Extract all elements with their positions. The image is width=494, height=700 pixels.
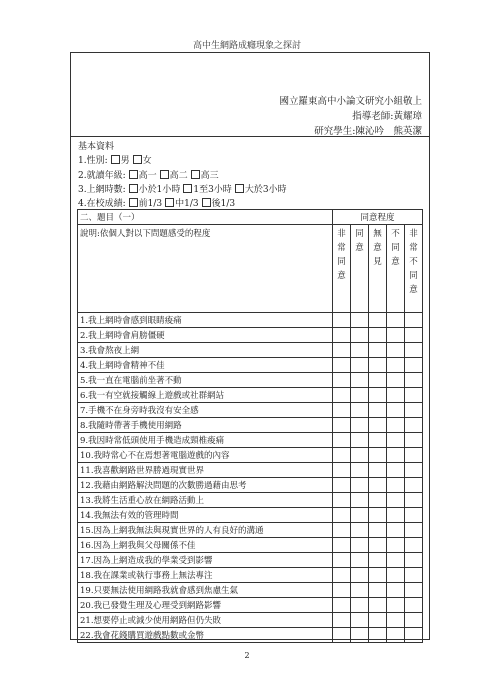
answer-cell[interactable] <box>333 403 351 418</box>
answer-cell[interactable] <box>369 403 387 418</box>
gender-label: 1.性別: <box>78 156 108 166</box>
column-header-row <box>78 225 423 313</box>
answer-cell[interactable] <box>387 478 405 493</box>
checkbox-grade-1[interactable] <box>129 170 138 179</box>
answer-cell[interactable] <box>369 313 387 328</box>
answer-cell[interactable] <box>387 418 405 433</box>
answer-cell[interactable] <box>387 628 405 643</box>
answer-cell[interactable] <box>369 478 387 493</box>
answer-cell[interactable] <box>405 538 423 553</box>
gender-row <box>78 153 152 166</box>
answer-cell[interactable] <box>387 568 405 583</box>
checkbox-male[interactable] <box>111 155 120 164</box>
answer-cell[interactable] <box>405 433 423 448</box>
answer-cell[interactable] <box>387 508 405 523</box>
answer-cell[interactable] <box>333 313 351 328</box>
answer-cell[interactable] <box>369 328 387 343</box>
answer-cell[interactable] <box>405 568 423 583</box>
answer-cell[interactable] <box>351 583 369 598</box>
question-text: 4.我上網時會精神不佳 <box>78 358 333 373</box>
checkbox-hours-1[interactable] <box>129 184 138 193</box>
agreement-header: 同意程度 <box>333 210 423 225</box>
hours-option-3: 大於3小時 <box>244 185 287 195</box>
answer-cell[interactable] <box>369 493 387 508</box>
section-title: 二、題目（一） <box>78 210 333 225</box>
answer-cell[interactable] <box>405 313 423 328</box>
table-row <box>78 493 423 508</box>
table-row <box>78 433 423 448</box>
question-text: 10.我時常心不在焉想著電腦遊戲的內容 <box>78 448 333 463</box>
answer-cell[interactable] <box>333 628 351 643</box>
answer-cell[interactable] <box>369 388 387 403</box>
answer-cell[interactable] <box>333 508 351 523</box>
answer-cell[interactable] <box>333 373 351 388</box>
answer-cell[interactable] <box>369 448 387 463</box>
hours-option-1: 小於1小時 <box>138 185 181 195</box>
checkbox-rank-1[interactable] <box>129 198 138 207</box>
table-row <box>78 478 423 493</box>
question-text: 6.我一有空就接觸線上遊戲或社群網站 <box>78 388 333 403</box>
answer-cell[interactable] <box>405 328 423 343</box>
table-row <box>78 553 423 568</box>
table-row <box>78 343 423 358</box>
table-row <box>78 613 423 628</box>
answer-cell[interactable] <box>351 343 369 358</box>
checkbox-grade-3[interactable] <box>191 170 200 179</box>
answer-cell[interactable] <box>369 508 387 523</box>
school-line: 國立羅東高中小論文研究小組敬上 <box>279 96 422 107</box>
answer-cell[interactable] <box>351 463 369 478</box>
answer-cell[interactable] <box>387 433 405 448</box>
checkbox-rank-3[interactable] <box>202 198 211 207</box>
page-number: 2 <box>244 651 250 660</box>
rank-label: 4.在校成績: <box>78 199 126 209</box>
hours-option-2: 1至3小時 <box>193 185 232 195</box>
questionnaire-table <box>77 209 423 643</box>
answer-cell[interactable] <box>387 388 405 403</box>
answer-cell[interactable] <box>405 478 423 493</box>
grade-option-2: 高二 <box>169 171 188 181</box>
answer-cell[interactable] <box>387 403 405 418</box>
instruction-text: 說明:依個人對以下問題感受的程度 <box>78 225 333 313</box>
answer-cell[interactable] <box>333 328 351 343</box>
answer-cell[interactable] <box>369 538 387 553</box>
question-text: 11.我喜歡網路世界勝過現實世界 <box>78 463 333 478</box>
answer-cell[interactable] <box>387 373 405 388</box>
table-row <box>78 598 423 613</box>
answer-cell[interactable] <box>387 538 405 553</box>
answer-cell[interactable] <box>405 553 423 568</box>
table-row <box>78 583 423 598</box>
answer-cell[interactable] <box>351 568 369 583</box>
students-line: 研究學生:陳沁吟 熊英潔 <box>314 126 422 137</box>
question-text: 3.我會熬夜上網 <box>78 343 333 358</box>
answer-cell[interactable] <box>351 508 369 523</box>
answer-cell[interactable] <box>387 553 405 568</box>
answer-cell[interactable] <box>387 448 405 463</box>
answer-cell[interactable] <box>333 493 351 508</box>
answer-cell[interactable] <box>351 373 369 388</box>
answer-cell[interactable] <box>333 418 351 433</box>
question-text: 20.我已發覺生理及心理受到網路影響 <box>78 598 333 613</box>
page-header: 高中生網路成癮現象之探討 <box>192 41 301 51</box>
table-row <box>78 403 423 418</box>
answer-cell[interactable] <box>387 358 405 373</box>
table-row <box>78 448 423 463</box>
answer-cell[interactable] <box>351 478 369 493</box>
table-row <box>78 463 423 478</box>
question-text: 5.我一直在電腦前坐著不動 <box>78 373 333 388</box>
question-text: 14.我無法有效的管理時間 <box>78 508 333 523</box>
grade-row <box>78 168 219 181</box>
answer-cell[interactable] <box>351 628 369 643</box>
answer-cell[interactable] <box>369 463 387 478</box>
question-text: 12.我藉由網路解決問題的次數勝過藉由思考 <box>78 478 333 493</box>
question-text: 1.我上網時會感到眼睛痠痛 <box>78 313 333 328</box>
answer-cell[interactable] <box>369 343 387 358</box>
checkbox-rank-2[interactable] <box>165 198 174 207</box>
checkbox-hours-3[interactable] <box>235 184 244 193</box>
answer-cell[interactable] <box>333 358 351 373</box>
answer-cell[interactable] <box>405 493 423 508</box>
table-row <box>78 568 423 583</box>
answer-cell[interactable] <box>405 418 423 433</box>
answer-cell[interactable] <box>369 433 387 448</box>
table-row <box>78 418 423 433</box>
answer-cell[interactable] <box>351 418 369 433</box>
answer-cell[interactable] <box>369 523 387 538</box>
question-text: 15.因為上網我無法與現實世界的人有良好的溝通 <box>78 523 333 538</box>
answer-cell[interactable] <box>351 403 369 418</box>
basic-top-rule <box>70 136 430 137</box>
table-row <box>78 388 423 403</box>
answer-cell[interactable] <box>351 388 369 403</box>
answer-cell[interactable] <box>351 613 369 628</box>
answer-cell[interactable] <box>351 493 369 508</box>
answer-cell[interactable] <box>351 448 369 463</box>
answer-cell[interactable] <box>405 613 423 628</box>
answer-cell[interactable] <box>387 493 405 508</box>
answer-cell[interactable] <box>405 448 423 463</box>
table-row <box>78 358 423 373</box>
answer-cell[interactable] <box>405 403 423 418</box>
answer-cell[interactable] <box>369 553 387 568</box>
answer-cell[interactable] <box>351 328 369 343</box>
answer-cell[interactable] <box>333 463 351 478</box>
answer-cell[interactable] <box>351 598 369 613</box>
question-text: 13.我將生活重心放在網路活動上 <box>78 493 333 508</box>
answer-cell[interactable] <box>351 358 369 373</box>
basic-heading: 基本資料 <box>78 142 115 152</box>
hours-label: 3.上網時數: <box>78 185 126 195</box>
answer-cell[interactable] <box>405 343 423 358</box>
answer-cell[interactable] <box>333 523 351 538</box>
answer-cell[interactable] <box>333 538 351 553</box>
answer-cell[interactable] <box>387 463 405 478</box>
answer-cell[interactable] <box>405 373 423 388</box>
answer-cell[interactable] <box>369 583 387 598</box>
gender-option-female: 女 <box>142 156 152 166</box>
rank-row <box>78 196 235 209</box>
question-text: 22.我會花錢購買遊戲點數或金幣 <box>78 628 333 643</box>
answer-cell[interactable] <box>369 568 387 583</box>
rank-option-3: 後1/3 <box>211 199 236 209</box>
answer-cell[interactable] <box>333 598 351 613</box>
table-row <box>78 328 423 343</box>
answer-cell[interactable] <box>351 538 369 553</box>
table-row <box>78 628 423 643</box>
answer-cell[interactable] <box>405 358 423 373</box>
answer-cell[interactable] <box>333 433 351 448</box>
question-text: 19.只要無法使用網路我就會感到焦慮生氣 <box>78 583 333 598</box>
answer-cell[interactable] <box>351 553 369 568</box>
answer-cell[interactable] <box>405 388 423 403</box>
question-text: 16.因為上網我與父母關係不佳 <box>78 538 333 553</box>
answer-cell[interactable] <box>369 613 387 628</box>
answer-cell[interactable] <box>333 583 351 598</box>
question-text: 2.我上網時會肩膀僵硬 <box>78 328 333 343</box>
rank-option-2: 中1/3 <box>175 199 199 209</box>
table-header-row <box>78 210 423 225</box>
gender-option-male: 男 <box>120 156 130 166</box>
table-row <box>78 538 423 553</box>
answer-cell[interactable] <box>387 343 405 358</box>
answer-cell[interactable] <box>333 553 351 568</box>
answer-cell[interactable] <box>387 313 405 328</box>
grade-option-1: 高一 <box>138 171 157 181</box>
grade-option-3: 高三 <box>200 171 219 181</box>
answer-cell[interactable] <box>387 613 405 628</box>
answer-cell[interactable] <box>369 358 387 373</box>
question-text: 8.我隨時帶著手機使用網路 <box>78 418 333 433</box>
answer-cell[interactable] <box>333 613 351 628</box>
grade-label: 2.就讀年級: <box>78 171 126 181</box>
table-row <box>78 373 423 388</box>
question-text: 17.因為上網造成我的學業受到影響 <box>78 553 333 568</box>
answer-cell[interactable] <box>405 508 423 523</box>
answer-cell[interactable] <box>387 523 405 538</box>
hours-row <box>78 182 287 195</box>
question-text: 9.我因時常低頭使用手機造成頸椎痠痛 <box>78 433 333 448</box>
answer-cell[interactable] <box>333 448 351 463</box>
column-disagree: 不同意 <box>387 225 405 313</box>
answer-cell[interactable] <box>351 433 369 448</box>
answer-cell[interactable] <box>405 598 423 613</box>
advisor-line: 指導老師:黃耀璋 <box>352 111 422 122</box>
answer-cell[interactable] <box>405 628 423 643</box>
checkbox-grade-2[interactable] <box>160 170 169 179</box>
answer-cell[interactable] <box>369 373 387 388</box>
column-strongly-agree: 非常同意 <box>333 225 351 313</box>
answer-cell[interactable] <box>351 523 369 538</box>
column-strongly-disagree: 非常不同意 <box>405 225 423 313</box>
answer-cell[interactable] <box>387 328 405 343</box>
table-row <box>78 523 423 538</box>
answer-cell[interactable] <box>369 598 387 613</box>
checkbox-female[interactable] <box>133 155 142 164</box>
table-row <box>78 508 423 523</box>
answer-cell[interactable] <box>351 313 369 328</box>
answer-cell[interactable] <box>369 628 387 643</box>
answer-cell[interactable] <box>405 523 423 538</box>
question-text: 7.手機不在身旁時我沒有安全感 <box>78 403 333 418</box>
column-no-opinion: 無意見 <box>369 225 387 313</box>
answer-cell[interactable] <box>369 418 387 433</box>
answer-cell[interactable] <box>387 598 405 613</box>
answer-cell[interactable] <box>333 478 351 493</box>
question-text: 18.我在課業或執行事務上無法專注 <box>78 568 333 583</box>
answer-cell[interactable] <box>333 388 351 403</box>
column-agree: 同意 <box>351 225 369 313</box>
rank-option-1: 前1/3 <box>138 199 163 209</box>
answer-cell[interactable] <box>333 343 351 358</box>
answer-cell[interactable] <box>405 463 423 478</box>
question-text: 21.想要停止或減少使用網路但仍失敗 <box>78 613 333 628</box>
answer-cell[interactable] <box>387 583 405 598</box>
answer-cell[interactable] <box>333 568 351 583</box>
table-row <box>78 313 423 328</box>
answer-cell[interactable] <box>405 583 423 598</box>
checkbox-hours-2[interactable] <box>183 184 192 193</box>
